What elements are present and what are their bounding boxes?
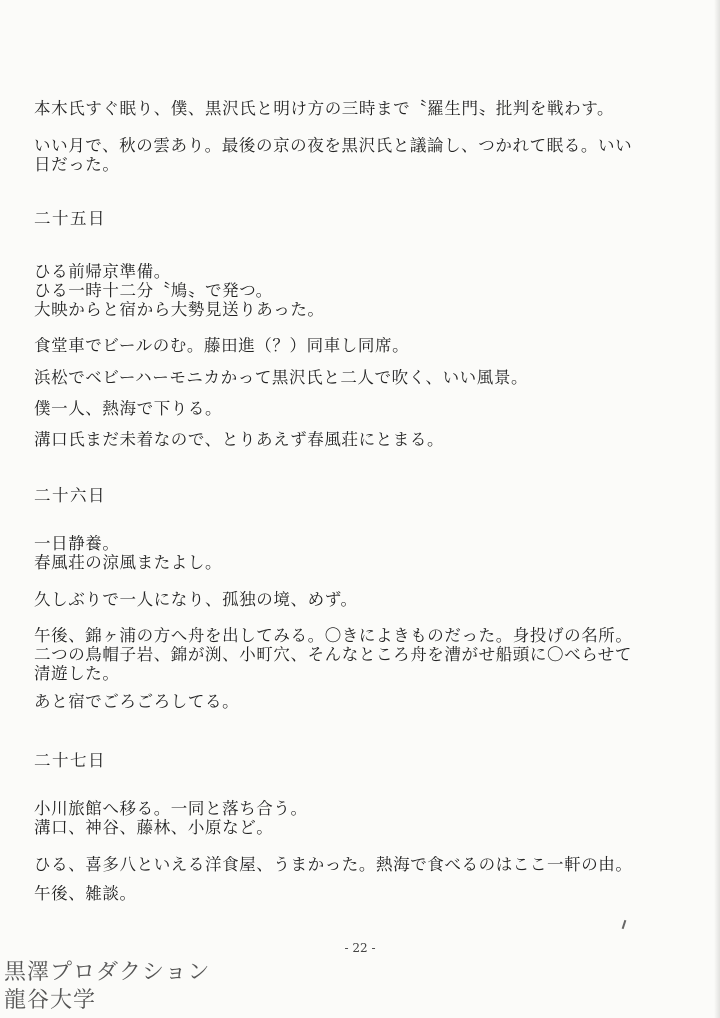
text-line: 本木氏すぐ眠り、僕、黒沢氏と明け方の三時まで〝羅生門〟批判を戦わす。 — [34, 99, 615, 118]
text-line: 食堂車でビールのむ。藤田進（？）同車し同席。 — [34, 336, 410, 355]
text-line: 溝口氏まだ未着なので、とりあえず春風荘にとまる。 — [34, 430, 445, 449]
text-line: いい月で、秋の雲あり。最後の京の夜を黒沢氏と議論し、つかれて眠る。いい — [34, 136, 633, 155]
date-heading: 二十七日 — [34, 751, 106, 770]
text-line: 一日静養。 — [34, 534, 120, 553]
text-line: 春風荘の涼風またよし。 — [34, 553, 223, 572]
text-line: 日だった。 — [34, 155, 120, 174]
text-line: 午後、雑談。 — [34, 884, 137, 903]
text-line: 久しぶりで一人になり、孤独の境、めず。 — [34, 590, 358, 609]
text-line: ひる前帰京準備。 — [34, 262, 171, 281]
watermark-line: 黒澤プロダクション — [4, 960, 211, 985]
date-heading: 二十五日 — [34, 209, 106, 228]
text-line: 二つの鳥帽子岩、錦が渕、小町穴、そんなところ舟を漕がせ船頭に〇べらせて — [34, 645, 633, 664]
date-heading: 二十六日 — [34, 486, 106, 505]
page-number: - 22 - — [344, 941, 376, 955]
text-line: 午後、錦ヶ浦の方へ舟を出してみる。〇きによきものだった。身投げの名所。 — [34, 626, 633, 645]
text-line: 浜松でベビーハーモニカかって黒沢氏と二人で吹く、いい風景。 — [34, 368, 529, 387]
text-line: ひる一時十二分〝鳩〟で発つ。 — [34, 281, 273, 300]
text-line: 小川旅館へ移る。一同と落ち合う。 — [34, 799, 308, 818]
text-line: 僕一人、熱海で下りる。 — [34, 399, 223, 418]
text-line: 溝口、神谷、藤林、小原など。 — [34, 818, 274, 837]
text-line: あと宿でごろごろしてる。 — [34, 692, 240, 711]
page-edge — [714, 0, 720, 1018]
text-line: 清遊した。 — [34, 664, 120, 683]
stray-pen-mark — [622, 920, 627, 929]
text-line: 大映からと宿から大勢見送りあった。 — [34, 300, 325, 319]
watermark-line: 龍谷大学 — [4, 988, 97, 1013]
text-line: ひる、喜多八といえる洋食屋、うまかった。熱海で食べるのはここ一軒の由。 — [34, 855, 633, 874]
